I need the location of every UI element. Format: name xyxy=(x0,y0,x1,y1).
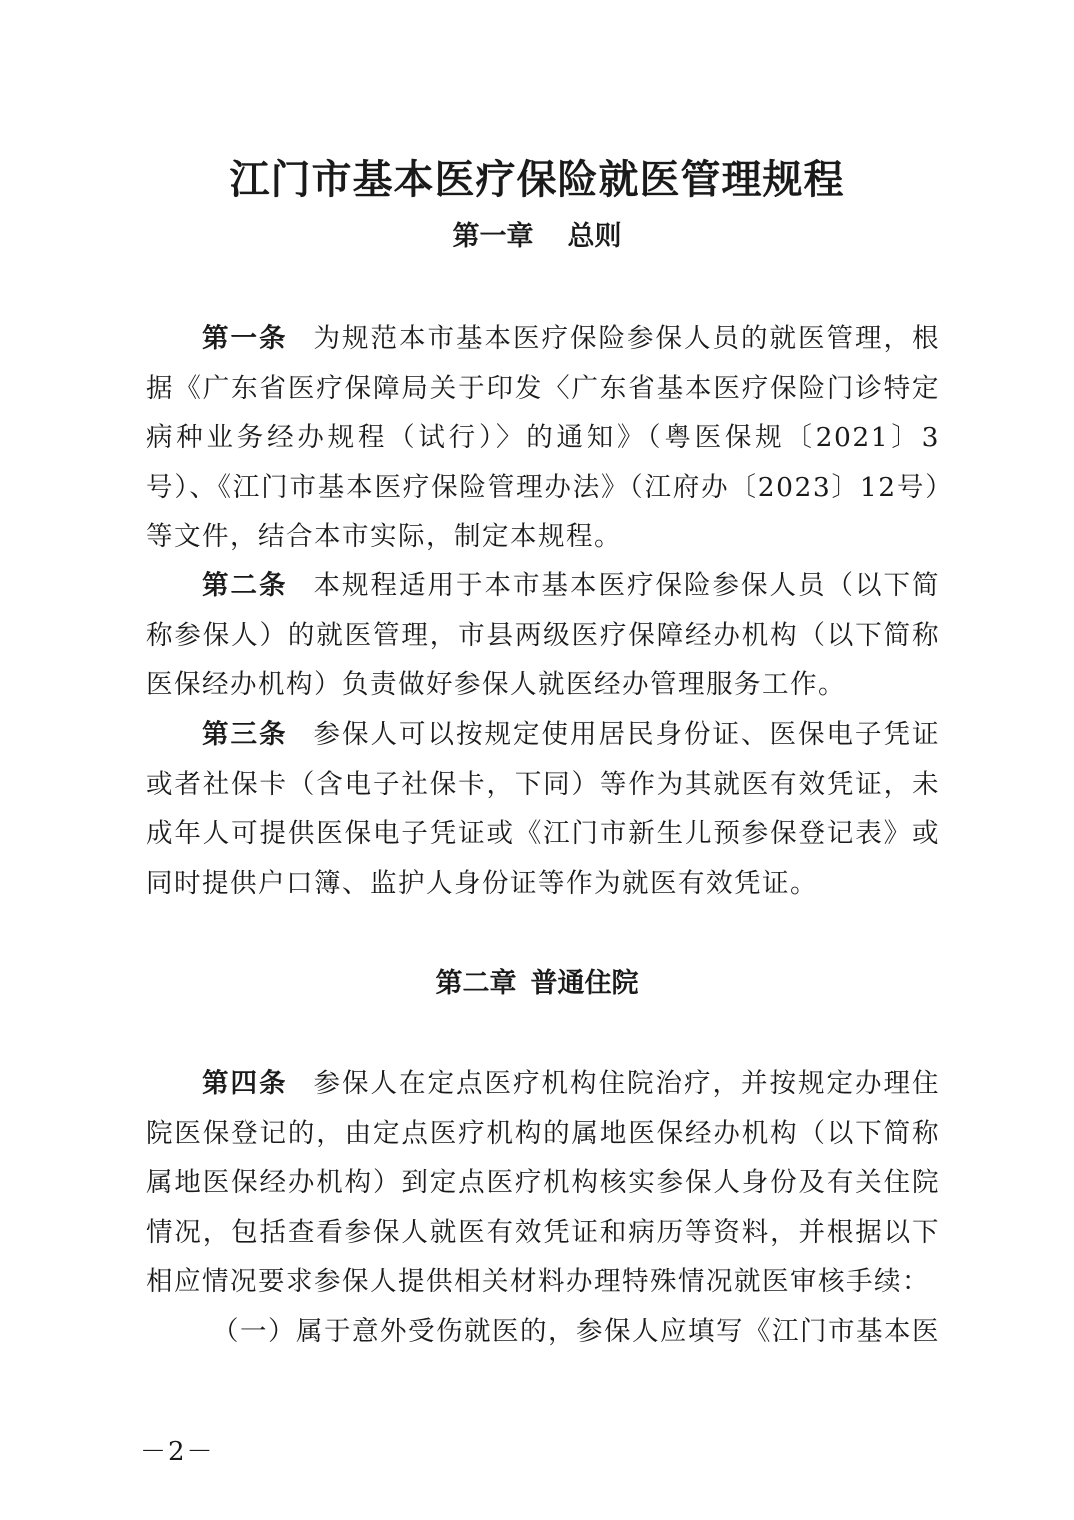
article-label: 第四条 xyxy=(202,1068,288,1099)
article-4 xyxy=(146,1059,940,1307)
chapter-number: 第二章 xyxy=(435,968,517,999)
article-label: 第三条 xyxy=(202,719,288,750)
article-text: 为规范本市基本医疗保险参保人员的就医管理，根据《广东省医疗保障局关于印发〈广东省基本医疗保险门诊特定病种业务经办规程（试行）〉的通知》（粤医保规〔2021〕3号）、《江门市基本医疗保险管理办法》（江府办〔2023〕12号）等文件，结合本市实际，制定本规程。 xyxy=(146,323,940,552)
article-label: 第一条 xyxy=(202,323,288,354)
article-text: 参保人可以按规定使用居民身份证、医保电子凭证或者社保卡（含电子社保卡，下同）等作为其就医有效凭证，未成年人可提供医保电子凭证或《江门市新生儿预参保登记表》或同时提供户口簿、监护人身份证等作为就医有效凭证。 xyxy=(146,719,940,899)
article-3 xyxy=(146,710,940,908)
chapter-number: 第一章 xyxy=(452,221,534,252)
article-text: 本规程适用于本市基本医疗保险参保人员（以下简称参保人）的就医管理，市县两级医疗保障经办机构（以下简称医保经办机构）负责做好参保人就医经办管理服务工作。 xyxy=(146,570,940,700)
clause-1 xyxy=(146,1307,940,1357)
article-label: 第二条 xyxy=(202,570,288,601)
article-2 xyxy=(146,561,940,710)
chapter-title: 普通住院 xyxy=(530,968,639,999)
article-text: 参保人在定点医疗机构住院治疗，并按规定办理住院医保登记的，由定点医疗机构的属地医保经办机构（以下简称属地医保经办机构）到定点医疗机构核实参保人身份及有关住院情况，包括查看参保人就医有效凭证和病历等资料，并根据以下相应情况要求参保人提供相关材料办理特殊情况就医审核手续： xyxy=(146,1068,940,1297)
document-title: 江门市基本医疗保险就医管理规程 xyxy=(229,156,845,203)
chapter-heading-2 xyxy=(0,964,1074,1004)
chapter-title: 总则 xyxy=(567,221,622,252)
article-1 xyxy=(146,314,940,562)
page-number: －2－ xyxy=(140,1437,215,1467)
chapter-heading-1 xyxy=(0,217,1074,257)
clause-text: （一）属于意外受伤就医的，参保人应填写《江门市基本医 xyxy=(212,1316,940,1347)
